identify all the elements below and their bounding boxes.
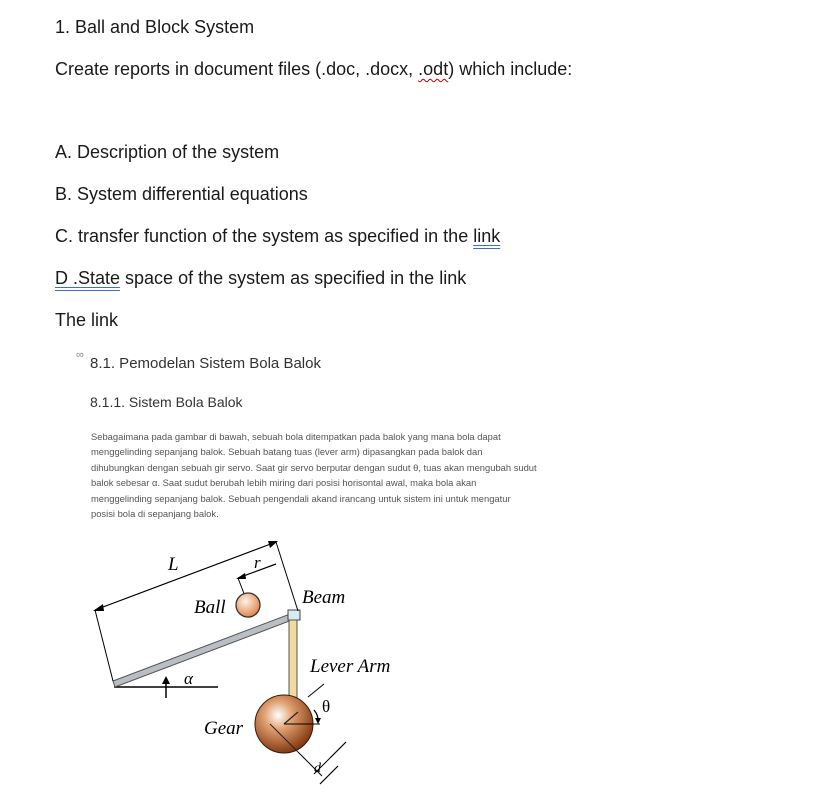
- L-arrow-left: [93, 604, 104, 611]
- label-L: L: [168, 554, 179, 575]
- d-tick-lower: [320, 766, 338, 784]
- item-c: [55, 225, 500, 247]
- embed-heading-1: 8.1. Pemodelan Sistem Bola Balok: [90, 355, 321, 372]
- theta-leader: [308, 684, 324, 697]
- item-d-text: space of the system as specified in the link: [120, 268, 467, 288]
- L-extension-right: [276, 542, 298, 611]
- spellcheck-odt: .odt: [418, 59, 449, 79]
- link-icon[interactable]: ∞: [76, 349, 84, 361]
- label-d: d: [314, 761, 321, 776]
- paragraph-line: posisi bola di sepanjang balok.: [91, 508, 219, 520]
- r-arrow: [236, 573, 246, 579]
- paragraph-line: Sebagaimana pada gambar di bawah, sebuah bola ditempatkan pada balok yang mana bola dapat: [91, 431, 501, 442]
- embed-paragraph: [91, 429, 586, 521]
- embed-heading-2: 8.1.1. Sistem Bola Balok: [90, 394, 243, 410]
- L-extension-left: [95, 610, 113, 681]
- beam: [113, 611, 300, 687]
- doc-title: 1. Ball and Block System: [55, 17, 255, 37]
- item-d-link[interactable]: D .State: [55, 268, 121, 288]
- label-r: r: [254, 553, 261, 572]
- paragraph-line: menggelinding sepanjang balok. Sebuah pengendali akand irancang untuk sistem ini untuk mengatur: [91, 492, 511, 504]
- intro-line: [55, 58, 572, 80]
- paragraph-line: dihubungkan dengan sebuah gir servo. Saat gir servo berputar dengan sudut θ, tuas akan mengubah sudut: [91, 461, 537, 473]
- item-d: [55, 267, 466, 289]
- paragraph-line: balok sebesar α. Saat sudut berubah lebih miring dari posisi horisontal awal, maka bola akan: [91, 477, 477, 489]
- ball-beam-diagram: [80, 522, 420, 792]
- ball: [236, 593, 260, 617]
- item-a: A. Description of the system: [55, 142, 280, 162]
- d-tick-upper: [330, 742, 346, 758]
- item-c-text: C. transfer function of the system as specified in the: [55, 226, 474, 246]
- alpha-arrowhead: [162, 676, 170, 684]
- item-b: B. System differential equations: [55, 184, 308, 204]
- theta-arrowhead: [315, 718, 321, 724]
- label-alpha: α: [184, 669, 193, 688]
- beam-pivot: [288, 610, 300, 620]
- intro-text-a: Create reports in document files (.doc, .docx,: [55, 59, 419, 79]
- intro-text-b: ) which include:: [448, 59, 573, 79]
- item-c-link[interactable]: link: [473, 226, 501, 246]
- label-beam: Beam: [302, 587, 346, 608]
- label-theta: θ: [322, 697, 331, 716]
- label-lever-arm: Lever Arm: [310, 656, 391, 677]
- paragraph-line: menggelinding sepanjang balok. Sebuah batang tuas (lever arm) dipasangkan pada balok dan: [91, 446, 483, 458]
- label-gear: Gear: [204, 718, 244, 739]
- label-ball: Ball: [194, 597, 226, 618]
- the-link-label: The link: [55, 310, 119, 330]
